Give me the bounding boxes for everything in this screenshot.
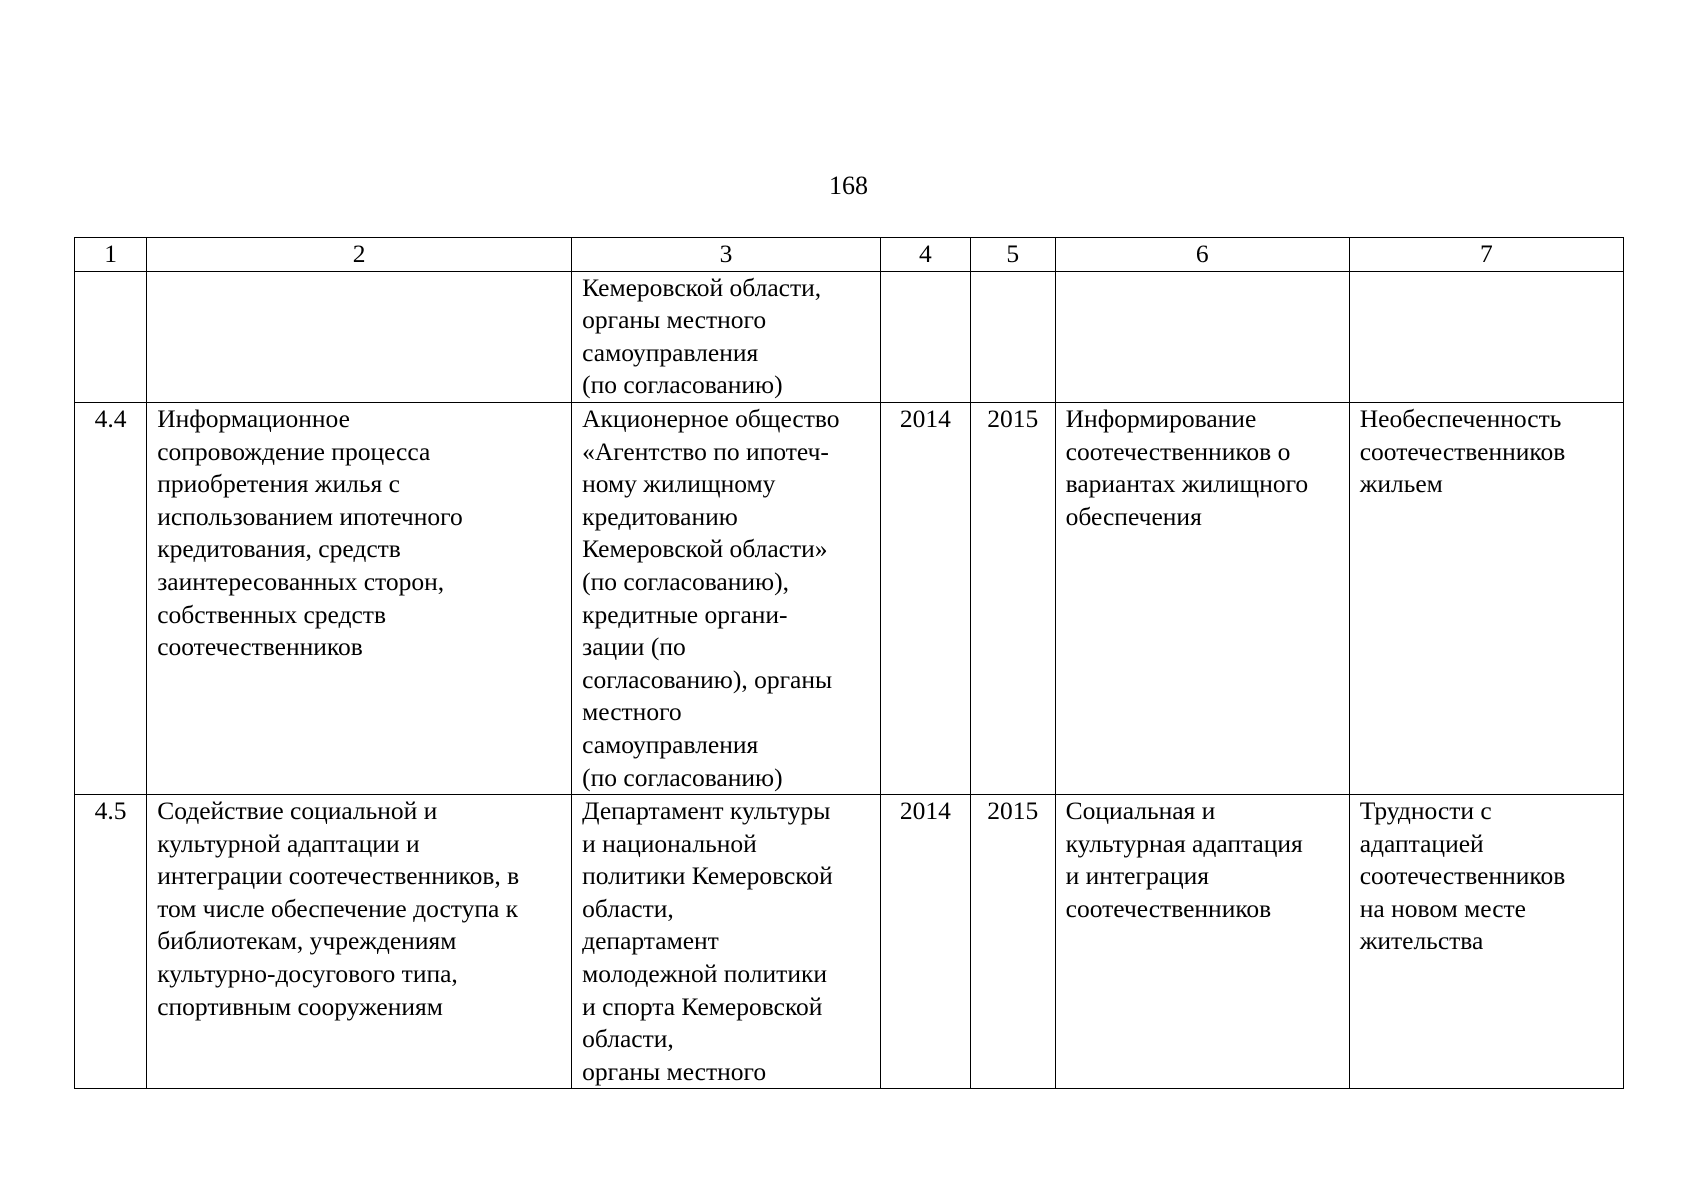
item-number-cell: 4.4: [75, 402, 147, 794]
empty-cell: [1055, 271, 1349, 402]
column-number: 6: [1055, 238, 1349, 272]
item-number-cell: 4.5: [75, 795, 147, 1089]
end-year-cell: 2015: [970, 402, 1055, 794]
column-number: 3: [572, 238, 881, 272]
risk-cell: Трудности с адаптацией соотечественников на новом месте жительства: [1349, 795, 1623, 1089]
start-year-cell: 2014: [880, 402, 970, 794]
empty-cell: [147, 271, 572, 402]
end-year-cell: 2015: [970, 795, 1055, 1089]
column-number-row: [75, 238, 1624, 272]
table-row: [75, 795, 1624, 1089]
column-number: 2: [147, 238, 572, 272]
empty-cell: [880, 271, 970, 402]
start-year-cell: 2014: [880, 795, 970, 1089]
empty-cell: [75, 271, 147, 402]
continuation-row: [75, 271, 1624, 402]
column-number: 4: [880, 238, 970, 272]
column-number: 5: [970, 238, 1055, 272]
executors-cell: Акционерное общество «Агентство по ипотеч- ному жилищному кредитованию Кемеровской области» (по согласованию), кредитные органи- зации (по согласованию), органы местного самоуправления (по согласованию): [572, 402, 881, 794]
table-row: [75, 402, 1624, 794]
empty-cell: [970, 271, 1055, 402]
measures-table: [74, 237, 1624, 1089]
result-cell: Информирование соотечественников о вариантах жилищного обеспечения: [1055, 402, 1349, 794]
page-number: 168: [829, 171, 868, 200]
risk-cell: Необеспеченность соотечественников жильем: [1349, 402, 1623, 794]
measure-cell: Информационное сопровождение процесса приобретения жилья с использованием ипотечного кредитования, средств заинтересованных сторон, собственных средств соотечественников: [147, 402, 572, 794]
column-number: 1: [75, 238, 147, 272]
empty-cell: [1349, 271, 1623, 402]
column-number: 7: [1349, 238, 1623, 272]
measure-cell: Содействие социальной и культурной адаптации и интеграции соотечественников, в том числе обеспечение доступа к библиотекам, учреждениям культурно-досугового типа, спортивным сооружениям: [147, 795, 572, 1089]
executors-cell: Кемеровской области, органы местного самоуправления (по согласованию): [572, 271, 881, 402]
executors-cell: Департамент культуры и национальной политики Кемеровской области, департамент молодежной политики и спорта Кемеровской области, органы местного: [572, 795, 881, 1089]
result-cell: Социальная и культурная адаптация и интеграция соотечественников: [1055, 795, 1349, 1089]
